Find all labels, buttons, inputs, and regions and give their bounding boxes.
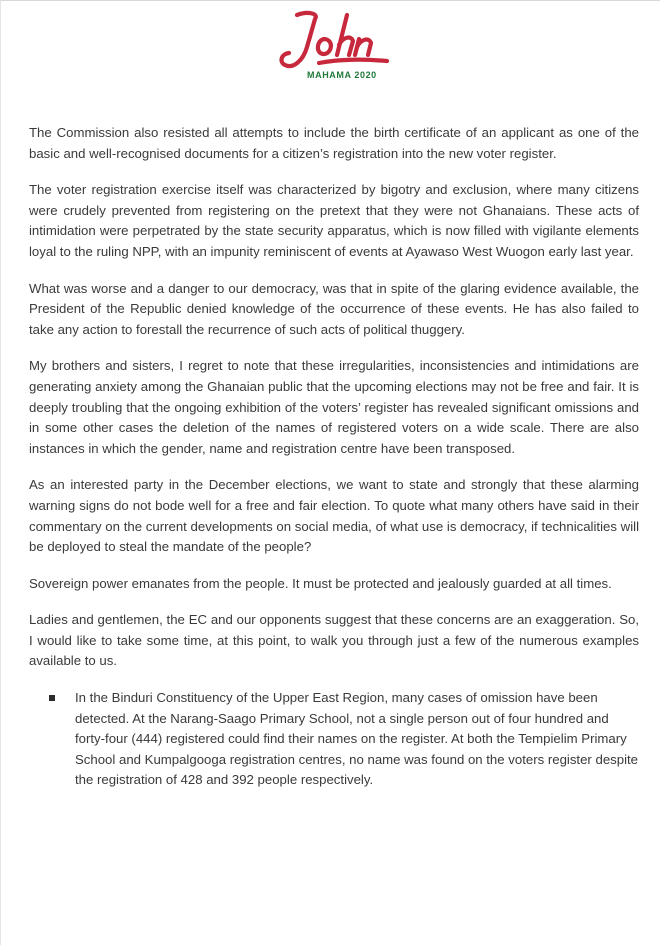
paragraph-birth-certificate: The Commission also resisted all attempts to include the birth certificate of an applicant as one of the basic and well-recognised documents for a citizen’s registration into the new voter register. (29, 125, 639, 161)
document-body (29, 123, 639, 791)
logo-subtitle: MAHAMA 2020 (307, 70, 377, 80)
paragraph-democracy-danger: What was worse and a danger to our democracy, was that in spite of the glaring evidence available, the President of the Republic denied knowledge of the occurrence of these events. He has also failed to take any action to forestall the recurrence of such acts of political thuggery. (29, 280, 639, 337)
bullet-square-icon (49, 695, 55, 701)
paragraph-examples-intro: Ladies and gentlemen, the EC and our opponents suggest that these concerns are an exaggeration. So, I would like to take some time, at this point, to walk you through just a few of the numerous examples available to us. (29, 612, 639, 669)
examples-list (29, 688, 639, 791)
list-item-text: In the Binduri Constituency of the Upper East Region, many cases of omission have been detected. At the Narang-Saago Primary School, not a single person out of four hundred and forty-four (444) registered could find their names on the register. At both the Tempielim Primary School and Kumpalgooga registration centres, no name was found on the voters register despite the registration of 428 and 392 people respectively. (75, 690, 639, 788)
paragraph-irregularities: My brothers and sisters, I regret to note that these irregularities, inconsistencies and intimidations are generating anxiety among the Ghanaian public that the upcoming elections may not be free and fair. It is deeply troubling that the ongoing exhibition of the voters’ register has revealed significant omissions and in some other cases the deletion of the names of registered voters on a wide scale. There are also instances in which the gender, name and registration centre have been transposed. (29, 358, 639, 456)
paragraph-warning-signs: As an interested party in the December elections, we want to state and strongly that these alarming warning signs do not bode well for a free and fair election. To quote what many others have said in their commentary on the current developments on social media, of what use is democracy, if technicalities will be deployed to steal the mandate of the people? (29, 477, 639, 555)
campaign-logo (273, 9, 391, 85)
list-item (29, 688, 639, 791)
paragraph-registration-exercise: The voter registration exercise itself was characterized by bigotry and exclusion, where many citizens were crudely prevented from registering on the pretext that they were not Ghanaians. These acts of intimidation were perpetrated by the state security apparatus, which is now filled with vigilante elements loyal to the ruling NPP, with an impunity reminiscent of events at Ayawaso West Wuogon early last year. (29, 182, 639, 259)
paragraph-sovereign-power: Sovereign power emanates from the people. It must be protected and jealously guarded at all times. (29, 575, 612, 591)
john-script-logo (273, 9, 391, 75)
